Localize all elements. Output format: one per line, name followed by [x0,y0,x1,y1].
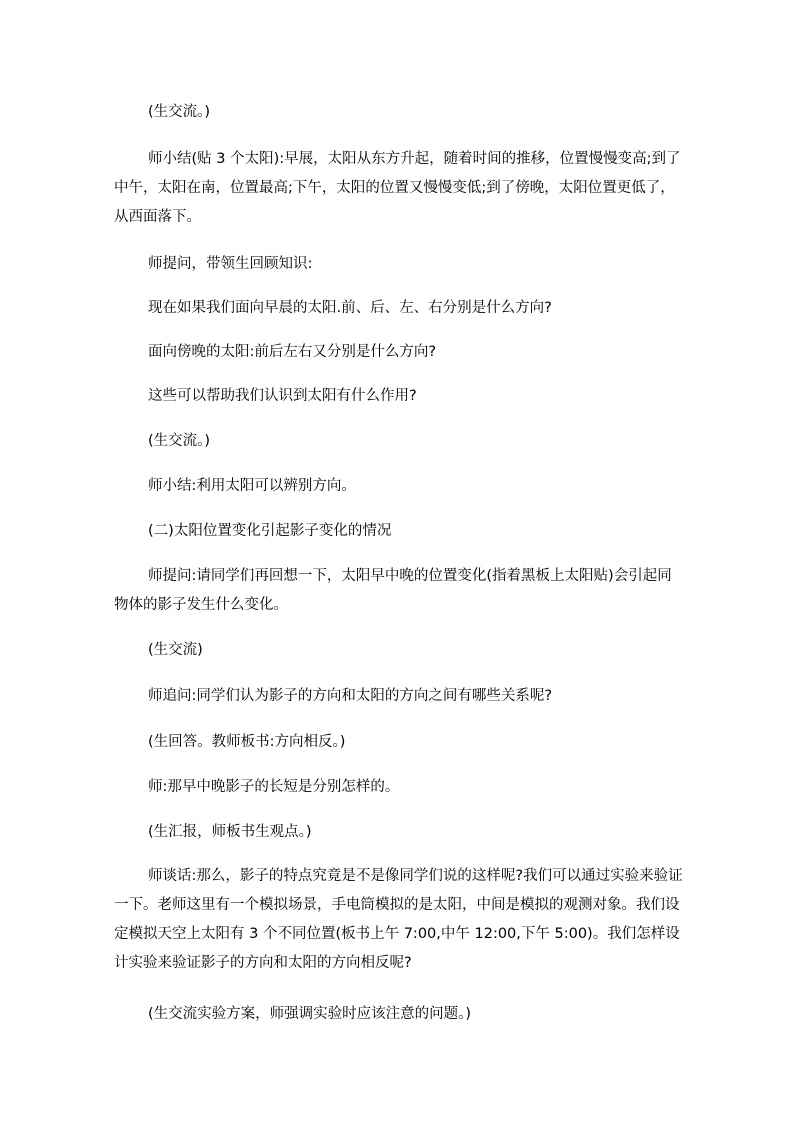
paragraph-9: (二)太阳位置变化引起影子变化的情况 [148,523,392,539]
paragraph-14: 师:那早中晚影子的长短是分别怎样的。 [148,779,400,795]
paragraph-10: 师提问:请同学们再回想一下，太阳早中晚的位置变化(指着黑板上太阳贴)会引起同物体的影子发生什么变化。 [114,568,672,613]
paragraph-12: 师追问:同学们认为影子的方向和太阳的方向之间有哪些关系呢? [148,688,553,704]
paragraph-5: 面向傍晚的太阳:前后左右又分别是什么方向? [148,344,437,360]
paragraph-3: 师提问，带领生回顾知识: [148,256,313,272]
paragraph-16: 师谈话:那么，影子的特点究竟是不是像同学们说的这样呢?我们可以通过实验来验证一下。老师这里有一个模拟场景，手电筒模拟的是太阳，中间是模拟的观测对象。我们设定模拟天空上太阳有 3 个不同位置(板书上午 7:00,中午 12:00,下午 5:00)。我们怎样设计实验来验证影子的方向和太阳的方向相反呢? [114,868,683,971]
paragraph-7: (生交流。) [148,433,211,449]
paragraph-11: (生交流) [148,642,203,658]
paragraph-13: (生回答。教师板书:方向相反。) [148,734,346,750]
paragraph-15: (生汇报，师板书生观点。) [148,824,312,840]
paragraph-4: 现在如果我们面向早晨的太阳.前、后、左、右分别是什么方向? [148,300,552,316]
paragraph-2: 师小结(贴 3 个太阳):早展，太阳从东方升起，随着时间的推移，位置慢慢变高;到了中午，太阳在南，位置最高;下午，太阳的位置又慢慢变低;到了傍晚，太阳位置更低了，从西面落下。 [114,151,681,225]
paragraph-6: 这些可以帮助我们认识到太阳有什么作用? [148,388,417,404]
paragraph-8: 师小结:利用太阳可以辨别方向。 [148,478,356,494]
paragraph-17: (生交流实验方案，师强调实验时应该注意的问题。) [148,1006,472,1022]
paragraph-1: (生交流。) [148,104,211,120]
